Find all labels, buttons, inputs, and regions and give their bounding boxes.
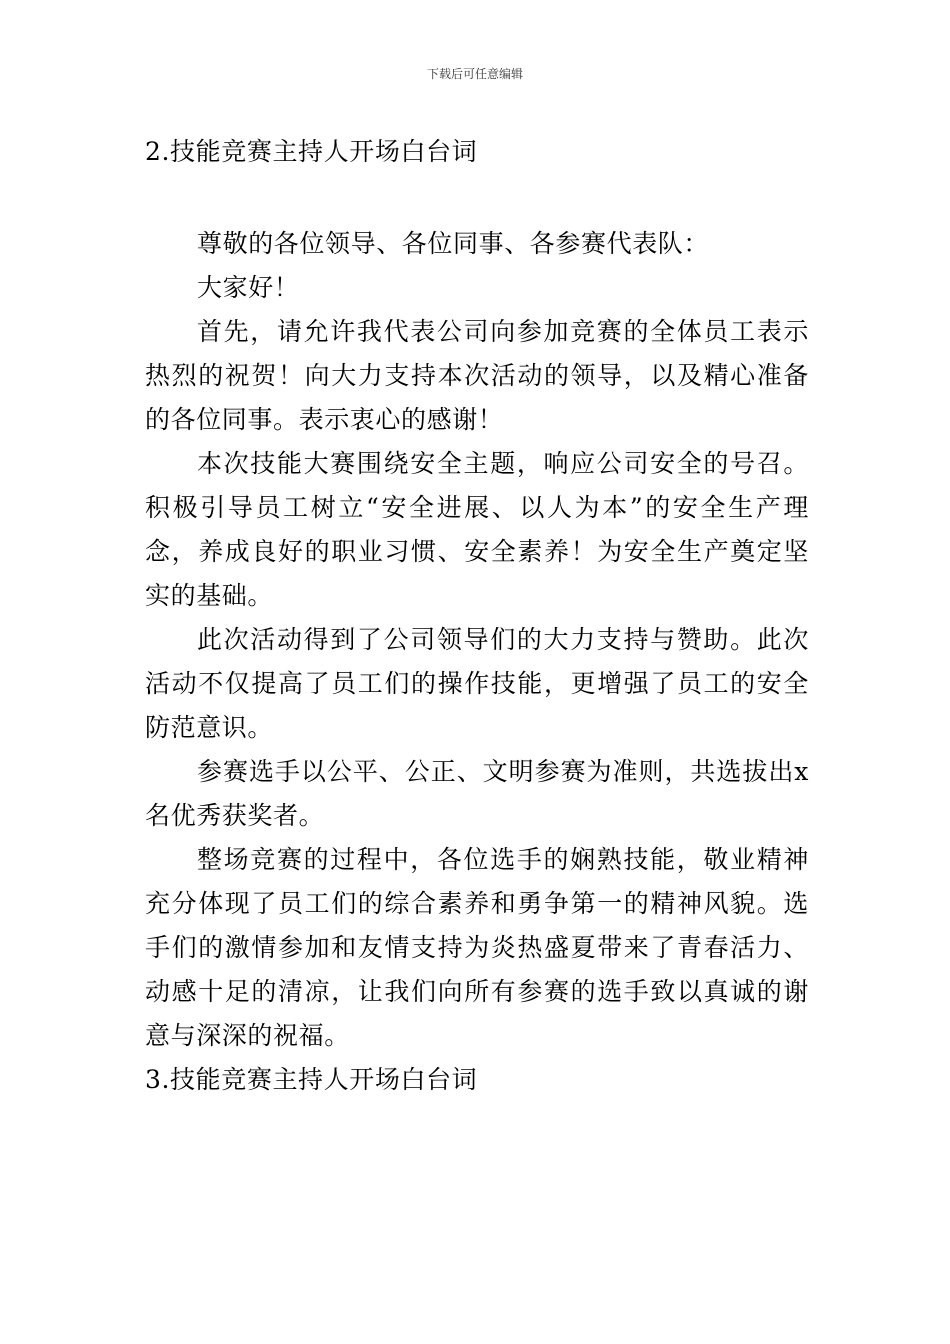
paragraph-congratulations: 首先，请允许我代表公司向参加竞赛的全体员工表示热烈的祝贺！向大力支持本次活动的领导，以及精心准备的各位同事。表示衷心的感谢！ (145, 317, 809, 434)
document-body (145, 130, 809, 1102)
paragraph-safety-theme: 本次技能大赛围绕安全主题，响应公司安全的号召。积极引导员工树立“安全进展、以人为本”的安全生产理念，养成良好的职业习惯、安全素养！为安全生产奠定坚实的基础。 (145, 449, 809, 610)
section-title-3: 3.技能竞赛主持人开场白台词 (145, 1065, 478, 1094)
paragraph-support: 此次活动得到了公司领导们的大力支持与赞助。此次活动不仅提高了员工们的操作技能，更增强了员工的安全防范意识。 (145, 625, 809, 742)
download-note: 下载后可任意编辑 (426, 67, 523, 81)
paragraph-closing: 整场竞赛的过程中，各位选手的娴熟技能，敬业精神充分体现了员工们的综合素养和勇争第一的精神风貌。选手们的激情参加和友情支持为炎热盛夏带来了青春活力、动感十足的清凉，让我们向所有参赛的选手致以真诚的谢意与深深的祝福。 (145, 845, 809, 1050)
section-title-2: 2.技能竞赛主持人开场白台词 (145, 137, 478, 166)
paragraph-winners: 参赛选手以公平、公正、文明参赛为准则，共选拔出x名优秀获奖者。 (145, 757, 809, 830)
salutation: 尊敬的各位领导、各位同事、各参赛代表队： (197, 229, 710, 258)
greeting: 大家好！ (197, 273, 300, 302)
